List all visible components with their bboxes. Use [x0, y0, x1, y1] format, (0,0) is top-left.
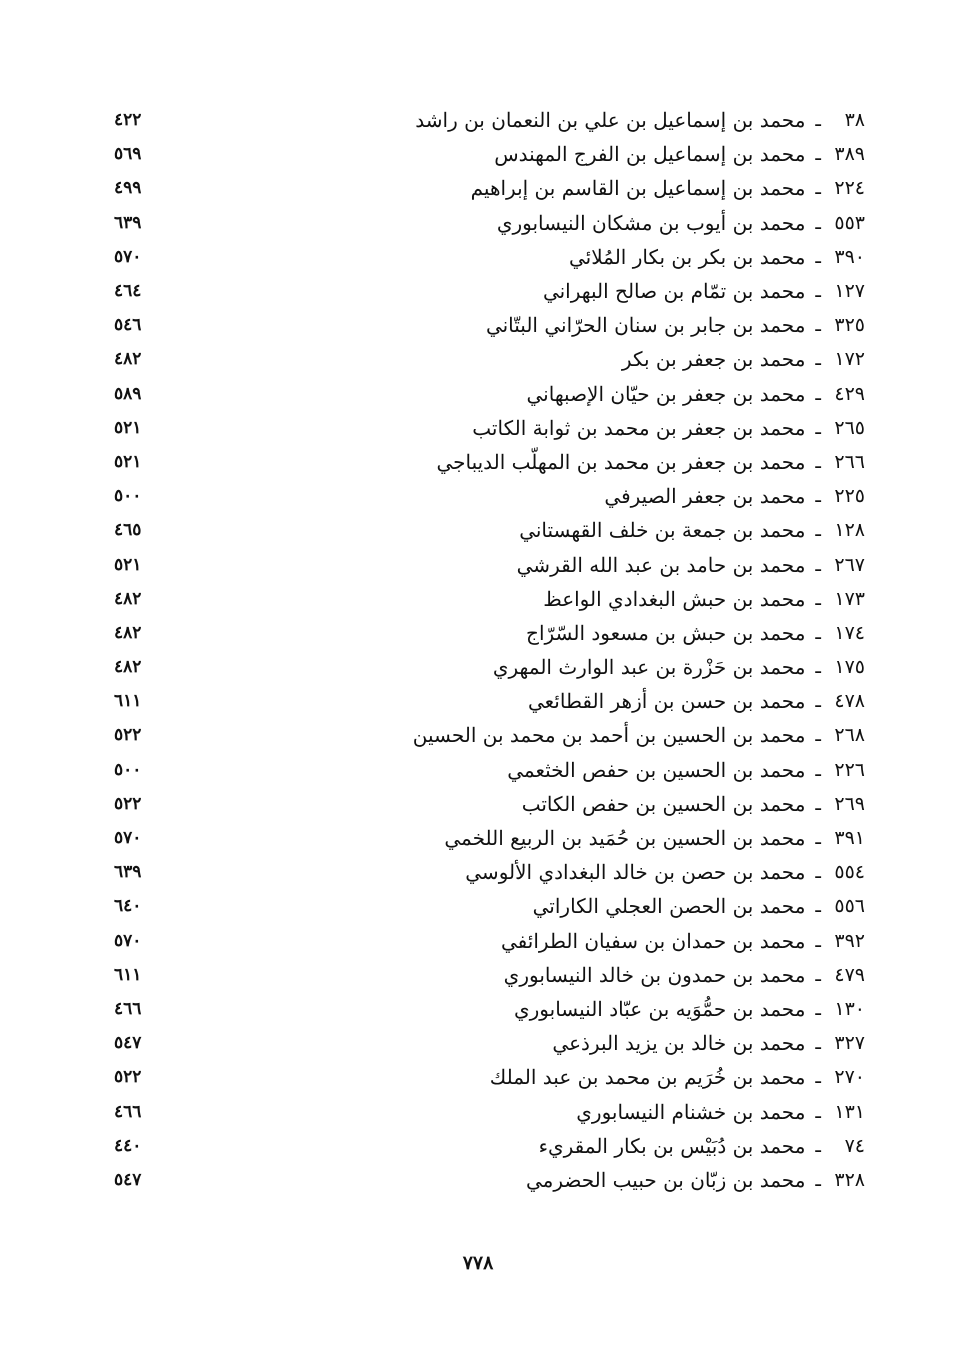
- entry-dash: ـ: [815, 280, 821, 303]
- index-entry: [100, 411, 865, 445]
- entry-name: محمد بن حمدون بن خالد النيسابوري: [503, 962, 806, 987]
- entry-page-ref: ٤٨٢: [114, 622, 142, 643]
- entry-dash: ـ: [815, 314, 821, 337]
- index-entry: [100, 753, 865, 787]
- entry-number: ٣٩٠: [834, 245, 865, 268]
- index-entry: [100, 616, 865, 650]
- index-entry: [100, 855, 865, 889]
- index-entry: [100, 479, 865, 513]
- entry-name: محمد بن خشنام النيسابوري: [576, 1099, 806, 1124]
- entry-page-ref: ٥٢١: [114, 554, 142, 575]
- entry-dash: ـ: [815, 348, 821, 371]
- entry-page-ref: ٤٨٢: [114, 588, 142, 609]
- entry-page-ref: ٤٦٦: [114, 998, 142, 1019]
- entry-name: محمد بن حامد بن عبد الله القرشي: [516, 552, 806, 577]
- entry-number: ٣٢٥: [834, 314, 865, 337]
- entry-page-ref: ٤٦٤: [114, 281, 142, 302]
- index-entry: [100, 1026, 865, 1060]
- entry-dash: ـ: [815, 997, 821, 1020]
- entry-name: محمد بن خالد بن يزيد البرذعي: [552, 1031, 806, 1056]
- index-entry: [100, 342, 865, 376]
- index-entry: [100, 684, 865, 718]
- entry-name: محمد بن الحسين بن أحمد بن محمد بن الحسين: [412, 723, 806, 748]
- entry-name: محمد بن جعفر بن بكر: [621, 347, 806, 372]
- entry-name: محمد بن حصن بن خالد البغدادي الألوسي: [465, 860, 806, 885]
- entry-dash: ـ: [815, 861, 821, 884]
- index-entry: [100, 1163, 865, 1197]
- entry-number: ٧٤: [844, 1134, 865, 1157]
- entry-number: ٥٥٦: [834, 895, 865, 918]
- entry-dash: ـ: [815, 827, 821, 850]
- index-entry: [100, 137, 865, 171]
- entry-number: ١٧٤: [834, 621, 865, 644]
- entry-dash: ـ: [815, 450, 821, 473]
- index-entry: [100, 171, 865, 205]
- index-entry: [100, 308, 865, 342]
- entry-page-ref: ٤٩٩: [114, 178, 142, 199]
- entry-name: محمد بن جمعة بن خلف القهستاني: [519, 518, 806, 543]
- index-entry: [100, 103, 865, 137]
- entry-name: محمد بن حسن بن أزهر القطائعي: [527, 689, 806, 714]
- index-entry: [100, 718, 865, 752]
- entry-number: ١٢٧: [834, 280, 865, 303]
- entry-dash: ـ: [815, 519, 821, 542]
- entry-dash: ـ: [815, 656, 821, 679]
- entry-number: ٣٩١: [834, 827, 865, 850]
- page-number: ٧٧٨: [462, 1252, 494, 1274]
- entry-dash: ـ: [815, 1168, 821, 1191]
- entry-dash: ـ: [815, 690, 821, 713]
- entry-page-ref: ٥٧٠: [114, 246, 142, 267]
- entry-number: ٢٧٠: [834, 1066, 865, 1089]
- entry-dash: ـ: [815, 245, 821, 268]
- index-entry: [100, 377, 865, 411]
- index-entry: [100, 445, 865, 479]
- entry-name: محمد بن جعفر بن حيّان الإصبهاني: [526, 381, 806, 406]
- entry-dash: ـ: [815, 485, 821, 508]
- entry-dash: ـ: [815, 211, 821, 234]
- entry-name: محمد بن إسماعيل بن الفرج المهندس: [494, 142, 806, 167]
- index-entry: [100, 274, 865, 308]
- entry-number: ٢٢٥: [834, 485, 865, 508]
- entry-page-ref: ٥٤٧: [114, 1169, 142, 1190]
- entry-name: محمد بن الحسين بن حفص الخثعمي: [507, 757, 806, 782]
- index-entry: [100, 889, 865, 923]
- entry-dash: ـ: [815, 1032, 821, 1055]
- entry-name: محمد بن الحسين بن حُمَيد بن الربيع اللخمي: [444, 826, 806, 851]
- entry-page-ref: ٤٦٦: [114, 1101, 142, 1122]
- entry-dash: ـ: [815, 792, 821, 815]
- entry-dash: ـ: [815, 382, 821, 405]
- entry-number: ١٧٢: [834, 348, 865, 371]
- entry-page-ref: ٦٣٩: [114, 862, 142, 883]
- index-entry: [100, 1129, 865, 1163]
- entry-page-ref: ٥٢١: [114, 417, 142, 438]
- entry-number: ٣٢٨: [834, 1168, 865, 1191]
- entry-dash: ـ: [815, 1100, 821, 1123]
- entry-name: محمد بن حبش بن مسعود السّرّاج: [526, 620, 806, 645]
- index-entry: [100, 547, 865, 581]
- entry-dash: ـ: [815, 929, 821, 952]
- entry-name: محمد بن الحسين بن حفص الكاتب: [521, 791, 806, 816]
- entry-dash: ـ: [815, 1134, 821, 1157]
- entry-dash: ـ: [815, 416, 821, 439]
- entry-page-ref: ٥٢٢: [114, 725, 142, 746]
- entry-name: محمد بن جابر بن سنان الحرّاني البتّاني: [485, 313, 806, 338]
- entry-name: محمد بن حَزْرة بن عبد الوارث المهري: [492, 655, 806, 680]
- entry-number: ٤٢٩: [834, 382, 865, 405]
- entry-name: محمد بن جعفر بن محمد بن ثوابة الكاتب: [472, 415, 806, 440]
- entry-number: ١٢٨: [834, 519, 865, 542]
- index-entry: [100, 992, 865, 1026]
- entry-dash: ـ: [815, 724, 821, 747]
- entry-dash: ـ: [815, 587, 821, 610]
- entry-page-ref: ٤٢٢: [114, 110, 142, 131]
- entry-page-ref: ٥٠٠: [114, 486, 142, 507]
- entry-page-ref: ٥٢٢: [114, 1067, 142, 1088]
- index-entry: [100, 924, 865, 958]
- index-entry: [100, 513, 865, 547]
- entry-page-ref: ٥٢١: [114, 451, 142, 472]
- entry-page-ref: ٥٤٧: [114, 1033, 142, 1054]
- entry-page-ref: ٥٢٢: [114, 793, 142, 814]
- entry-page-ref: ٤٨٢: [114, 657, 142, 678]
- index-entry: [100, 582, 865, 616]
- entry-name: محمد بن تمّام بن صالح البهراني: [542, 279, 806, 304]
- entry-dash: ـ: [815, 895, 821, 918]
- entry-name: محمد بن زبّان بن حبيب الحضرمي: [525, 1167, 806, 1192]
- entry-page-ref: ٥٠٠: [114, 759, 142, 780]
- entry-dash: ـ: [815, 621, 821, 644]
- entry-page-ref: ٥٧٠: [114, 930, 142, 951]
- entry-number: ٣٢٧: [834, 1032, 865, 1055]
- entry-number: ١٧٥: [834, 656, 865, 679]
- entry-dash: ـ: [815, 109, 821, 132]
- entry-number: ٢٦٧: [834, 553, 865, 576]
- index-entry: [100, 958, 865, 992]
- entry-name: محمد بن حمدان بن سفيان الطرائفي: [501, 928, 806, 953]
- entry-page-ref: ٤٤٠: [114, 1135, 142, 1156]
- entry-dash: ـ: [815, 963, 821, 986]
- entry-number: ٢٦٩: [834, 792, 865, 815]
- entry-number: ٢٦٨: [834, 724, 865, 747]
- entry-name: محمد بن حبش البغدادي الواعظ: [543, 586, 806, 611]
- entry-page-ref: ٦٣٩: [114, 212, 142, 233]
- entry-dash: ـ: [815, 143, 821, 166]
- index-entry: [100, 1060, 865, 1094]
- entry-number: ٣٩٢: [834, 929, 865, 952]
- entry-number: ١٣٠: [834, 997, 865, 1020]
- entry-name: محمد بن خُرَيم بن محمد بن عبد الملك: [489, 1065, 806, 1090]
- entry-dash: ـ: [815, 758, 821, 781]
- entry-name: محمد بن دُبَيْس بن بكار المقريء: [538, 1133, 806, 1158]
- entry-number: ١٧٣: [834, 587, 865, 610]
- entry-number: ٤٧٨: [834, 690, 865, 713]
- entry-number: ٣٨٩: [834, 143, 865, 166]
- entry-name: محمد بن الحصن العجلي الكاراتي: [532, 894, 806, 919]
- entry-dash: ـ: [815, 177, 821, 200]
- entry-page-ref: ٤٦٥: [114, 520, 142, 541]
- entry-name: محمد بن بكر بن بكار المُلائي: [568, 244, 806, 269]
- entry-name: محمد بن حمُّوَيه بن عبّاد النيسابوري: [513, 996, 806, 1021]
- entry-name: محمد بن إسماعيل بن القاسم بن إبراهيم: [470, 176, 806, 201]
- entry-page-ref: ٦٤٠: [114, 896, 142, 917]
- entry-number: ١٣١: [834, 1100, 865, 1123]
- entry-page-ref: ٥٦٩: [114, 144, 142, 165]
- entry-number: ٢٦٦: [834, 450, 865, 473]
- entry-name: محمد بن إسماعيل بن علي بن النعمان بن راشد: [415, 108, 806, 133]
- entry-dash: ـ: [815, 553, 821, 576]
- index-entry: [100, 787, 865, 821]
- entry-name: محمد بن جعفر الصيرفي: [604, 484, 806, 509]
- entry-number: ٥٥٣: [834, 211, 865, 234]
- entry-number: ٢٦٥: [834, 416, 865, 439]
- index-list: [100, 103, 865, 1197]
- index-entry: [100, 206, 865, 240]
- index-entry: [100, 821, 865, 855]
- entry-name: محمد بن أيوب بن مشكان النيسابوري: [496, 210, 806, 235]
- entry-page-ref: ٥٤٦: [114, 315, 142, 336]
- entry-dash: ـ: [815, 1066, 821, 1089]
- entry-number: ٢٢٤: [834, 177, 865, 200]
- entry-name: محمد بن جعفر بن محمد بن المهلّب الديباجي: [436, 449, 806, 474]
- entry-page-ref: ٦١١: [114, 691, 142, 712]
- entry-page-ref: ٥٨٩: [114, 383, 142, 404]
- entry-number: ٢٢٦: [834, 758, 865, 781]
- entry-number: ٥٥٤: [834, 861, 865, 884]
- entry-page-ref: ٥٧٠: [114, 828, 142, 849]
- entry-number: ٣٨: [844, 109, 865, 132]
- index-entry: [100, 1094, 865, 1128]
- entry-number: ٤٧٩: [834, 963, 865, 986]
- entry-page-ref: ٤٨٢: [114, 349, 142, 370]
- index-entry: [100, 650, 865, 684]
- index-entry: [100, 240, 865, 274]
- entry-page-ref: ٦١١: [114, 964, 142, 985]
